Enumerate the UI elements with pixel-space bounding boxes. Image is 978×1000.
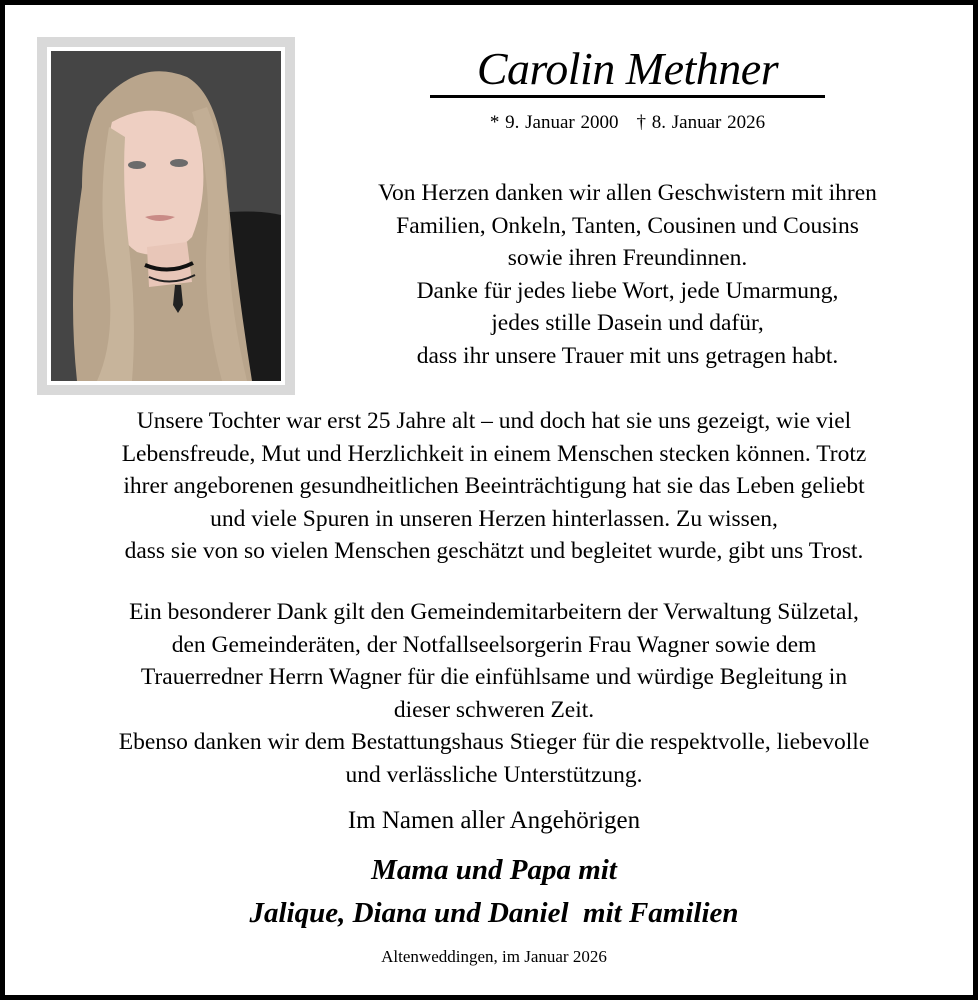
special-thanks-line: Ein besonderer Dank gilt den Gemeindemitarbeitern der Verwaltung Sülzetal, [129, 599, 859, 625]
deceased-name: Carolin Methner [476, 43, 779, 94]
special-thanks-line: den Gemeinderäten, der Notfallseelsorgerin Frau Wagner sowie dem [171, 631, 817, 658]
thanks-line: Danke für jedes liebe Wort, jede Umarmung, [416, 277, 839, 304]
tribute-line: dass sie von so vielen Menschen geschätzt und begleitet wurde, gibt uns Trost. [124, 538, 864, 564]
thanks-line: Familien, Onkeln, Tanten, Cousinen und Cousins [396, 212, 859, 239]
closing-phrase: Im Namen aller Angehörigen [347, 807, 641, 834]
signer-line: Mama und Papa mit [371, 854, 617, 886]
special-thanks-paragraph [20, 596, 968, 791]
place-date: Altenweddingen, im Januar 2026 [381, 947, 607, 966]
name-underline [430, 95, 825, 98]
death-date: † 8. Januar 2026 [636, 112, 766, 133]
tribute-line: Lebensfreude, Mut und Herzlichkeit in einem Menschen stecken können. Trotz [121, 440, 867, 467]
thanks-text [300, 177, 955, 372]
tribute-line: Unsere Tochter war erst 25 Jahre alt – und doch hat sie uns gezeigt, wie viel [136, 408, 852, 434]
special-thanks-line: dieser schweren Zeit. [393, 696, 595, 723]
portrait-image [37, 37, 295, 395]
tribute-line: ihrer angeborenen gesundheitlichen Beeinträchtigung hat sie das Leben geliebt [123, 473, 865, 499]
special-thanks-line: Trauerredner Herrn Wagner für die einfühlsame und würdige Begleitung in [140, 664, 848, 690]
thanks-line: dass ihr unsere Trauer mit uns getragen habt. [416, 342, 839, 369]
signers [20, 849, 968, 935]
thanks-line: sowie ihren Freundinnen. [507, 245, 748, 271]
tribute-paragraph [20, 405, 968, 568]
birth-date: * 9. Januar 2000 [489, 112, 619, 133]
signer-line: Jalique, Diana und Daniel mit Familien [249, 897, 739, 929]
tribute-line: und viele Spuren in unseren Herzen hinterlassen. Zu wissen, [210, 505, 778, 532]
thanks-line: jedes stille Dasein und dafür, [491, 310, 764, 336]
portrait-photo [37, 37, 295, 395]
special-thanks-line: Ebenso danken wir dem Bestattungshaus Stieger für die respektvolle, liebevolle [118, 729, 870, 755]
thanks-line: Von Herzen danken wir allen Geschwistern mit ihren [378, 180, 877, 206]
life-dates [430, 110, 825, 136]
special-thanks-line: und verlässliche Unterstützung. [345, 761, 643, 788]
